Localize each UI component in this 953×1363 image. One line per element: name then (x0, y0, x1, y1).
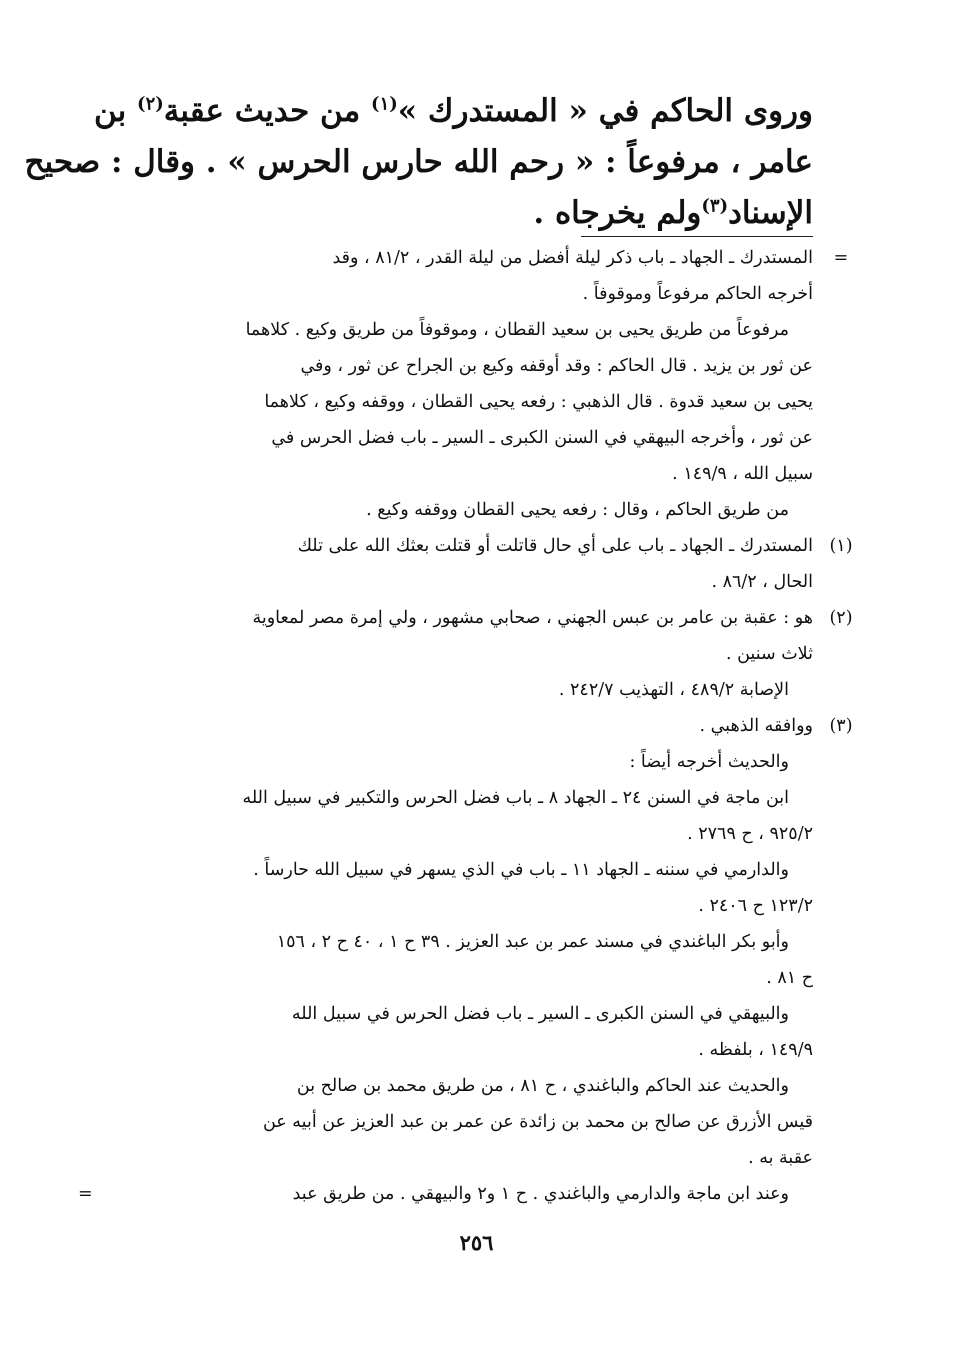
main-line-1: وروى الحاكم في « المستدرك »$^{(١)}$ من حديث عقبة$^{(٢)}$ بن (94, 93, 813, 129)
footnote-line: يحيى بن سعيد قدوة . قال الذهبي : رفعه يحيى القطان ، ووقفه وكيع ، كلاهما (264, 392, 813, 412)
footnote-line: الإصابة ٤٨٩/٢ ، التهذيب ٢٤٢/٧ . (558, 680, 789, 700)
continued-marker: = (78, 1184, 93, 1204)
footnote-separator (581, 236, 813, 237)
footnote-line: ثلاث سنين . (725, 644, 813, 664)
footnote-line: من طريق الحاكم ، وقال : رفعه يحيى القطان ووقفه وكيع . (366, 500, 789, 520)
footnote-line: ح ٨١ . (766, 968, 813, 988)
footnote-1-marker: (١) (829, 536, 853, 556)
main-line-3: الإسناد$^{(٣)}$ولم يخرجاه . (533, 195, 813, 231)
footnote-line: ٩٢٥/٢ ، ح ٢٧٦٩ . (687, 824, 813, 844)
footnote-line: سبيل الله ، ١٤٩/٩ . (672, 464, 813, 484)
footnote-ref-3[interactable]: (٣) (701, 195, 729, 217)
footnote-3-marker: (٣) (829, 716, 853, 736)
footnote-line: هو : عقبة بن عامر بن عبس الجهني ، صحابي مشهور ، ولي إمرة مصر لمعاوية (252, 608, 813, 628)
footnote-line: والحديث أخرجه أيضاً : (629, 752, 789, 772)
footnote-paragraph (108, 492, 813, 528)
footnote-line: والحديث عند الحاكم والباغندي ، ح ٨١ ، من طريق محمد بن صالح بن (296, 1076, 789, 1096)
footnote-line: ١٤٩/٩ ، بلفظه . (698, 1040, 813, 1060)
main-line-2: عامر ، مرفوعاً : « رحم الله حارس الحرس » . وقال : صحيح (24, 144, 813, 180)
footnote-line: وعند ابن ماجة والدارمي والباغندي . ح ١ و٢ والبيهقي . من طريق عبد = (108, 1176, 813, 1212)
footnote-ref-1[interactable]: (١) (371, 93, 398, 115)
footnote-line: عن ثور بن يزيد . قال الحاكم : وقد أوقفه وكيع بن الجراح عن ثور ، وفي (300, 356, 813, 376)
footnote-line: ابن ماجة في السنن ٢٤ ـ الجهاد ٨ ـ باب فضل الحرس والتكبير في سبيل الله (242, 788, 789, 808)
footnote-line: والدارمي في سننه ـ الجهاد ١١ ـ باب في الذي يسهر في سبيل الله حارساً . (253, 860, 789, 880)
footnote-line: قيس الأزرق عن صالح بن محمد بن زائدة عن عمر بن عبد العزيز عن أبيه عن (262, 1112, 813, 1132)
footnote-1 (108, 528, 853, 600)
footnote-line: الحال ، ٨٦/٢ . (711, 572, 813, 592)
footnote-line: أخرجه الحاكم مرفوعاً وموقوفاً . (582, 284, 813, 304)
footnote-line: المستدرك ـ الجهاد ـ باب ذكر ليلة أفضل من ليلة القدر ، ٨١/٢ ، وقد (332, 248, 813, 268)
footnote-line: والبيهقي في السنن الكبرى ـ السير ـ باب فضل الحرس في سبيل الله (291, 1004, 789, 1024)
footnote-2 (108, 600, 853, 708)
footnote-continuation (108, 240, 849, 312)
footnote-line: ١٢٣/٢ ح ٢٤٠٦ . (698, 896, 813, 916)
footnotes (78, 240, 853, 1212)
footnote-line: عن ثور ، وأخرجه البيهقي في السنن الكبرى ـ السير ـ باب فضل الحرس في (271, 428, 813, 448)
continuation-marker: = (833, 248, 849, 268)
footnote-line: عقبة به . (748, 1148, 813, 1168)
footnote-paragraph (108, 312, 813, 492)
footnote-line: مرفوعاً من طريق يحيى بن سعيد القطان ، وموقوفاً من طريق وكيع . كلاهما (245, 320, 789, 340)
footnote-line: المستدرك ـ الجهاد ـ باب على أي حال قاتلت أو قتلت بعثك الله على تلك (297, 536, 813, 556)
footnote-line: ووافقه الذهبي . (699, 716, 813, 736)
page-number: ٢٥٦ (459, 1230, 494, 1255)
footnote-2-marker: (٢) (829, 608, 853, 628)
footnote-line: وأبو بكر الباغندي في مسند عمر بن عبد العزيز . ٣٩ ح ١ ، ٤٠ ح ٢ ، ١٥٦ (276, 932, 789, 952)
footnote-3 (78, 708, 853, 1212)
main-text (24, 86, 813, 239)
footnote-ref-2[interactable]: (٢) (137, 93, 164, 115)
